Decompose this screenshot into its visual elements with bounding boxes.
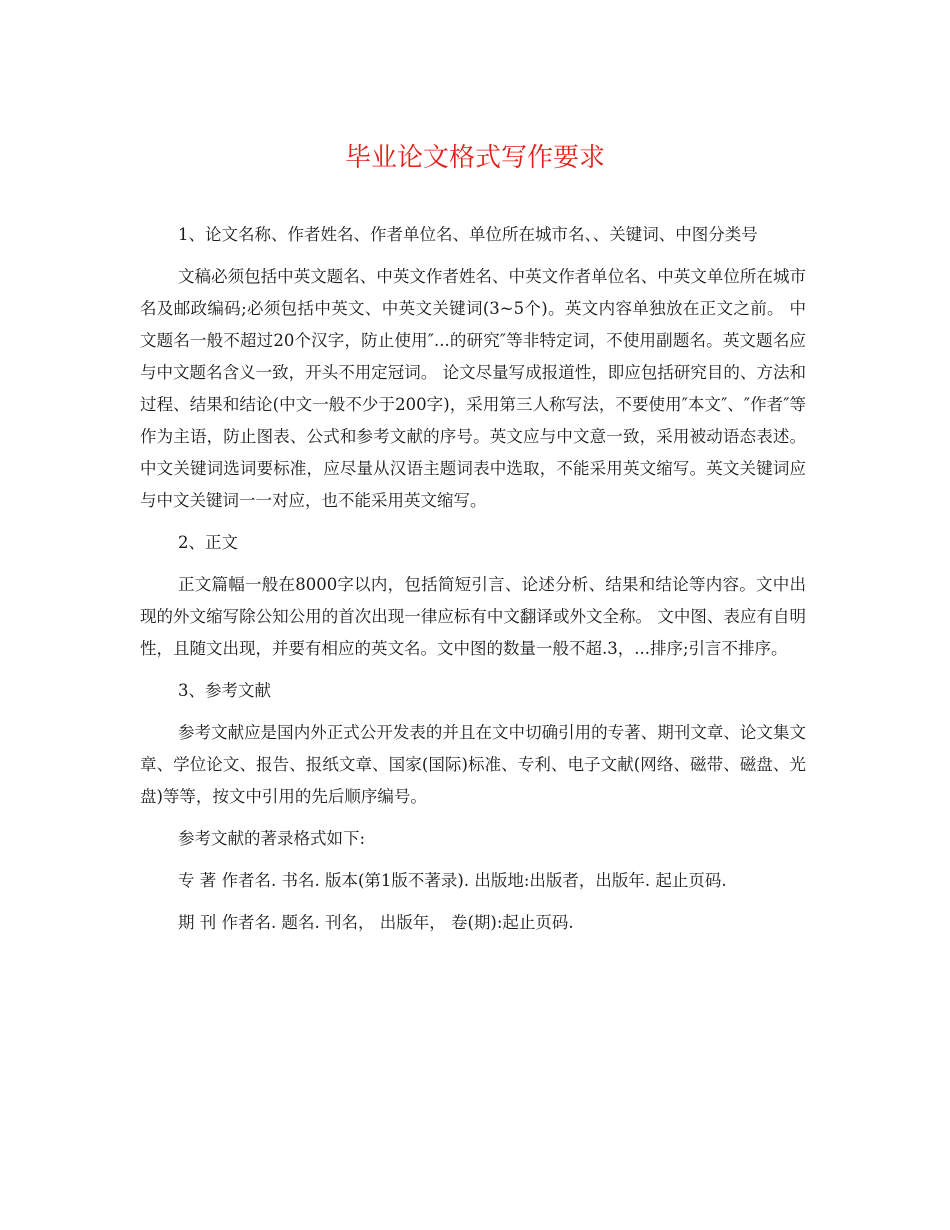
paragraph-citation-format-intro: 参考文献的著录格式如下:	[178, 829, 366, 848]
paragraph-citation-journal: 期 刊 作者名. 题名. 刊名， 出版年， 卷(期):起止页码.	[178, 913, 574, 932]
paragraph-section-3-body: 参考文献应是国内外正式公开发表的并且在文中切确引用的专著、期刊文章、论文集文章、学位论文、报告、报纸文章、国家(国际)标准、专利、电子文献(网络、磁带、磁盘、光盘)等等，按文中引用的先后顺序编号。	[140, 723, 806, 806]
paragraph-section-1-body: 文稿必须包括中英文题名、中英文作者姓名、中英文作者单位名、中英文单位所在城市名及邮政编码;必须包括中英文、中英文关键词(3~5个)。英文内容单独放在正文之前。 中文题名一般不超过20个汉字，防止使用″...的研究″等非特定词，不使用副题名。英文题名应与中文题名含义一致，开头不用定冠词。 论文尽量写成报道性，即应包括研究目的、方法和过程、结果和结论(中文一般不少于200字)，采用第三人称写法，不要使用″本文″、″作者″等作为主语，防止图表、公式和参考文献的序号。英文应与中文意一致，采用被动语态表述。 中文关键词选词要标准，应尽量从汉语主题词表中选取，不能采用英文缩写。英文关键词应与中文关键词一一对应，也不能采用英文缩写。	[140, 267, 806, 510]
paragraph-section-2-heading: 2、正文	[178, 533, 238, 552]
paragraph-section-3-heading: 3、参考文献	[178, 681, 271, 700]
paragraph-section-1-heading: 1、论文名称、作者姓名、作者单位名、单位所在城市名、、关键词、中图分类号	[178, 225, 758, 244]
document-title: 毕业论文格式写作要求	[344, 143, 605, 173]
paragraph-citation-monograph: 专 著 作者名. 书名. 版本(第1版不著录). 出版地:出版者，出版年. 起止页码.	[178, 871, 727, 890]
document-body	[140, 219, 806, 949]
paragraph-section-2-body: 正文篇幅一般在8000字以内，包括简短引言、论述分析、结果和结论等内容。文中出现的外文缩写除公知公用的首次出现一律应标有中文翻译或外文全称。 文中图、表应有自明性，且随文出现，并要有相应的英文名。文中图的数量一般不超.3，...排序;引言不排序。	[140, 575, 806, 658]
